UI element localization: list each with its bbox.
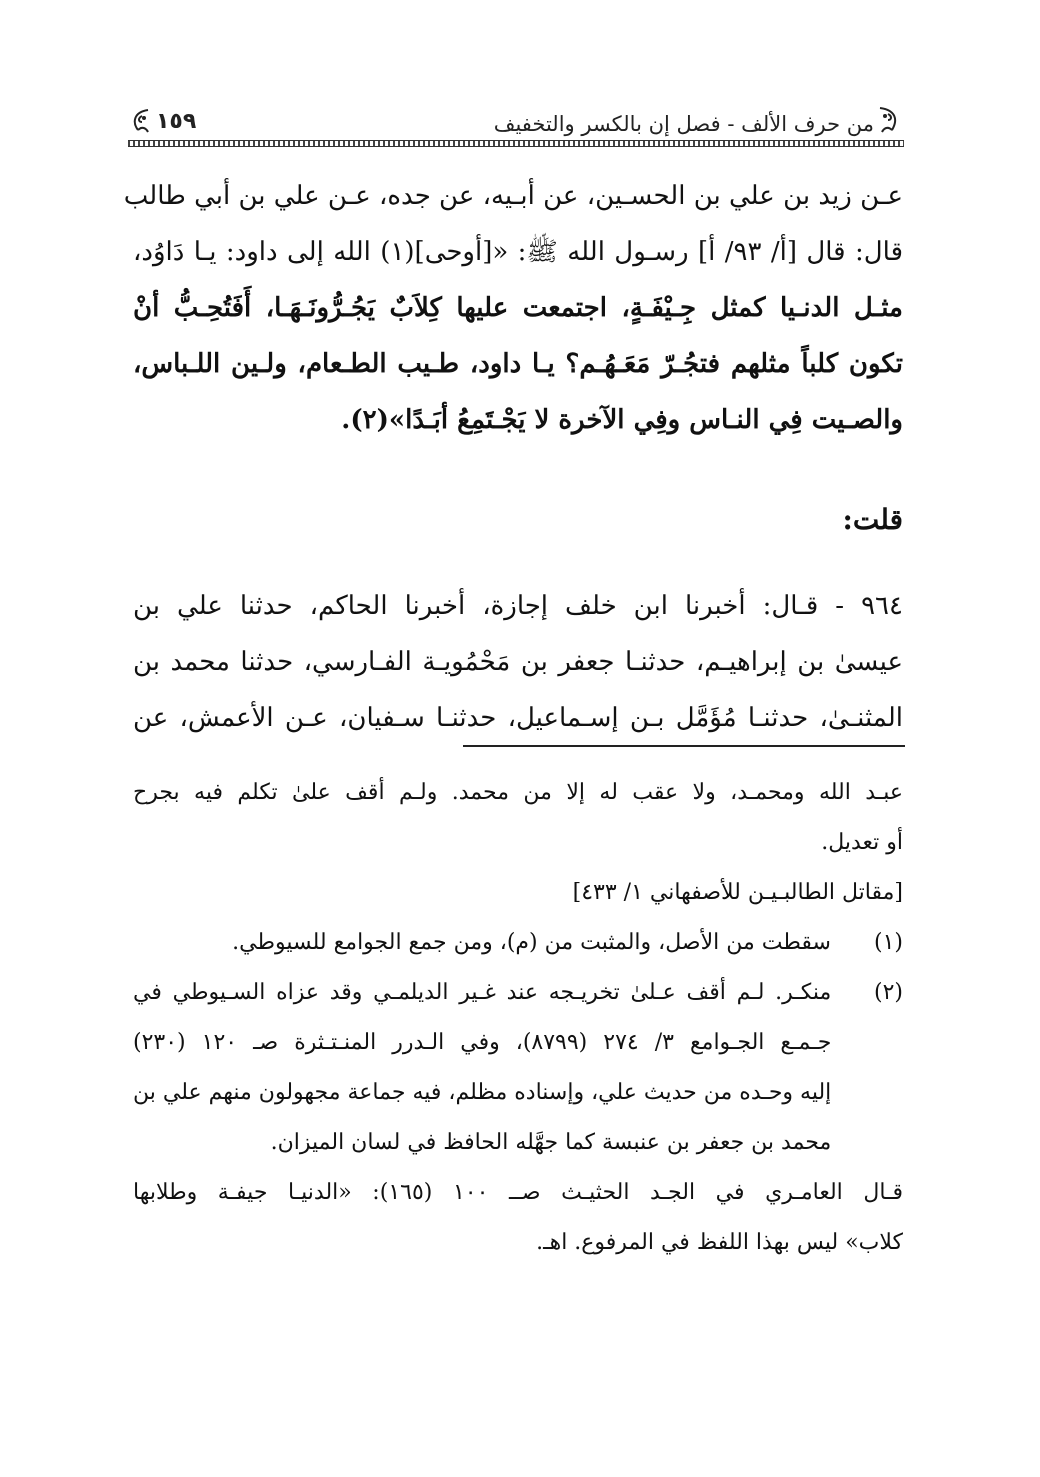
footnote-separator (463, 745, 905, 747)
text-line: المثنـىٰ، حدثنـا مُؤَمَّل بـن إسـماعيل، حدثنـا سـفيان، عـن الأعمش، عن (133, 703, 903, 733)
footnotes (133, 768, 903, 1268)
right-ornament-icon (876, 106, 904, 134)
text-line: عيسىٰ بن إبراهيـم، حدثنـا جعفر بن مَحْمُويـة الفـارسي، حدثنا محمد بن (133, 647, 903, 677)
note-line: منكـر. لـم أقف عـلىٰ تخريـجه عند غـير الديلمـي وقد عزاه السـيوطي في (133, 980, 832, 1005)
section-heading: قلت: (842, 503, 903, 536)
left-ornament-icon (128, 108, 152, 134)
hadith-line: مثـل الدنـيا كمثل جِـيْفَـةٍ، اجتمعت عليها كِلاَبٌ يَجُـرُّونَـهَـا، أَفَتُحِـبُّ أنْ (133, 293, 903, 323)
footnote-1 (133, 918, 903, 968)
note-line: سقطت من الأصل، والمثبت من (م)، ومن جمع الجوامع للسيوطي. (232, 930, 831, 955)
footnote-number: (٢) (873, 980, 903, 1005)
page-number: ١٥٩ (156, 108, 197, 134)
footnote-2 (133, 968, 903, 1168)
note-line: جـمـع الجـوامع ٣/ ٢٧٤ (٨٧٩٩)، وفي الـدرر المنـتـثرة صـ ١٢٠ (٢٣٠) (133, 1030, 832, 1055)
text-line: ٩٦٤ - قـال: أخبرنا ابن خلف إجازة، أخبرنا الحاكم، حدثنا علي بن (133, 591, 903, 621)
text-line: قال: قال [أ/ ٩٣/ أ] رسـول الله ﷺ: «[أوحى](١) الله إلى داود: يـا دَاوُد، (133, 237, 904, 267)
note-line: [مقاتل الطالبـيـن للأصفهاني ١/ ٤٣٣] (572, 880, 903, 905)
note-line: إليه وحـده من حديث علي، وإسناده مظلم، فيه جماعة مجهولون منهم علي بن (133, 1080, 832, 1105)
note-line: أو تعديل. (821, 830, 903, 855)
footnote-2-continued (133, 1168, 903, 1268)
hadith-line: تكون كلباً مثلهم فتجُـرّ مَعَـهُـم؟ يـا داود، طـيب الطـعام، ولـين اللـباس، (133, 349, 903, 379)
footnote-body (133, 968, 831, 1168)
footnote-body (133, 918, 831, 968)
footnote-number: (١) (873, 930, 903, 955)
main-text (123, 168, 904, 746)
running-header (128, 104, 904, 146)
header-rule (128, 140, 904, 147)
header-title: من حرف الألف - فصل إن بالكسر والتخفيف (493, 112, 874, 136)
note-line: محمد بن جعفر بن عنبسة كما جهَّله الحافظ في لسان الميزان. (270, 1130, 832, 1155)
paragraph (133, 578, 903, 746)
text-line: عـن زيد بن علي بن الحسـين، عن أبـيه، عن جده، عـن علي بن أبي طالب (123, 181, 903, 211)
hadith-line: والصـيت فِي النـاس وفِي الآخرة لا يَجْـتَمِعُ أبَـدًا»(٢). (341, 405, 903, 435)
page-number-box (128, 108, 196, 134)
note-line: عبـد الله ومحمـد، ولا عقب له إلا من محمد. ولـم أقف علىٰ تكلم فيه بجرح (133, 780, 903, 805)
note-line: قـال العامـري في الجـد الحثيـث صــ ١٠٠ (١٦٥): «الدنيـا جيفـة وطلابها (133, 1180, 904, 1205)
note-line: كلاب» ليس بهذا اللفظ في المرفوع. اهـ. (536, 1230, 903, 1255)
